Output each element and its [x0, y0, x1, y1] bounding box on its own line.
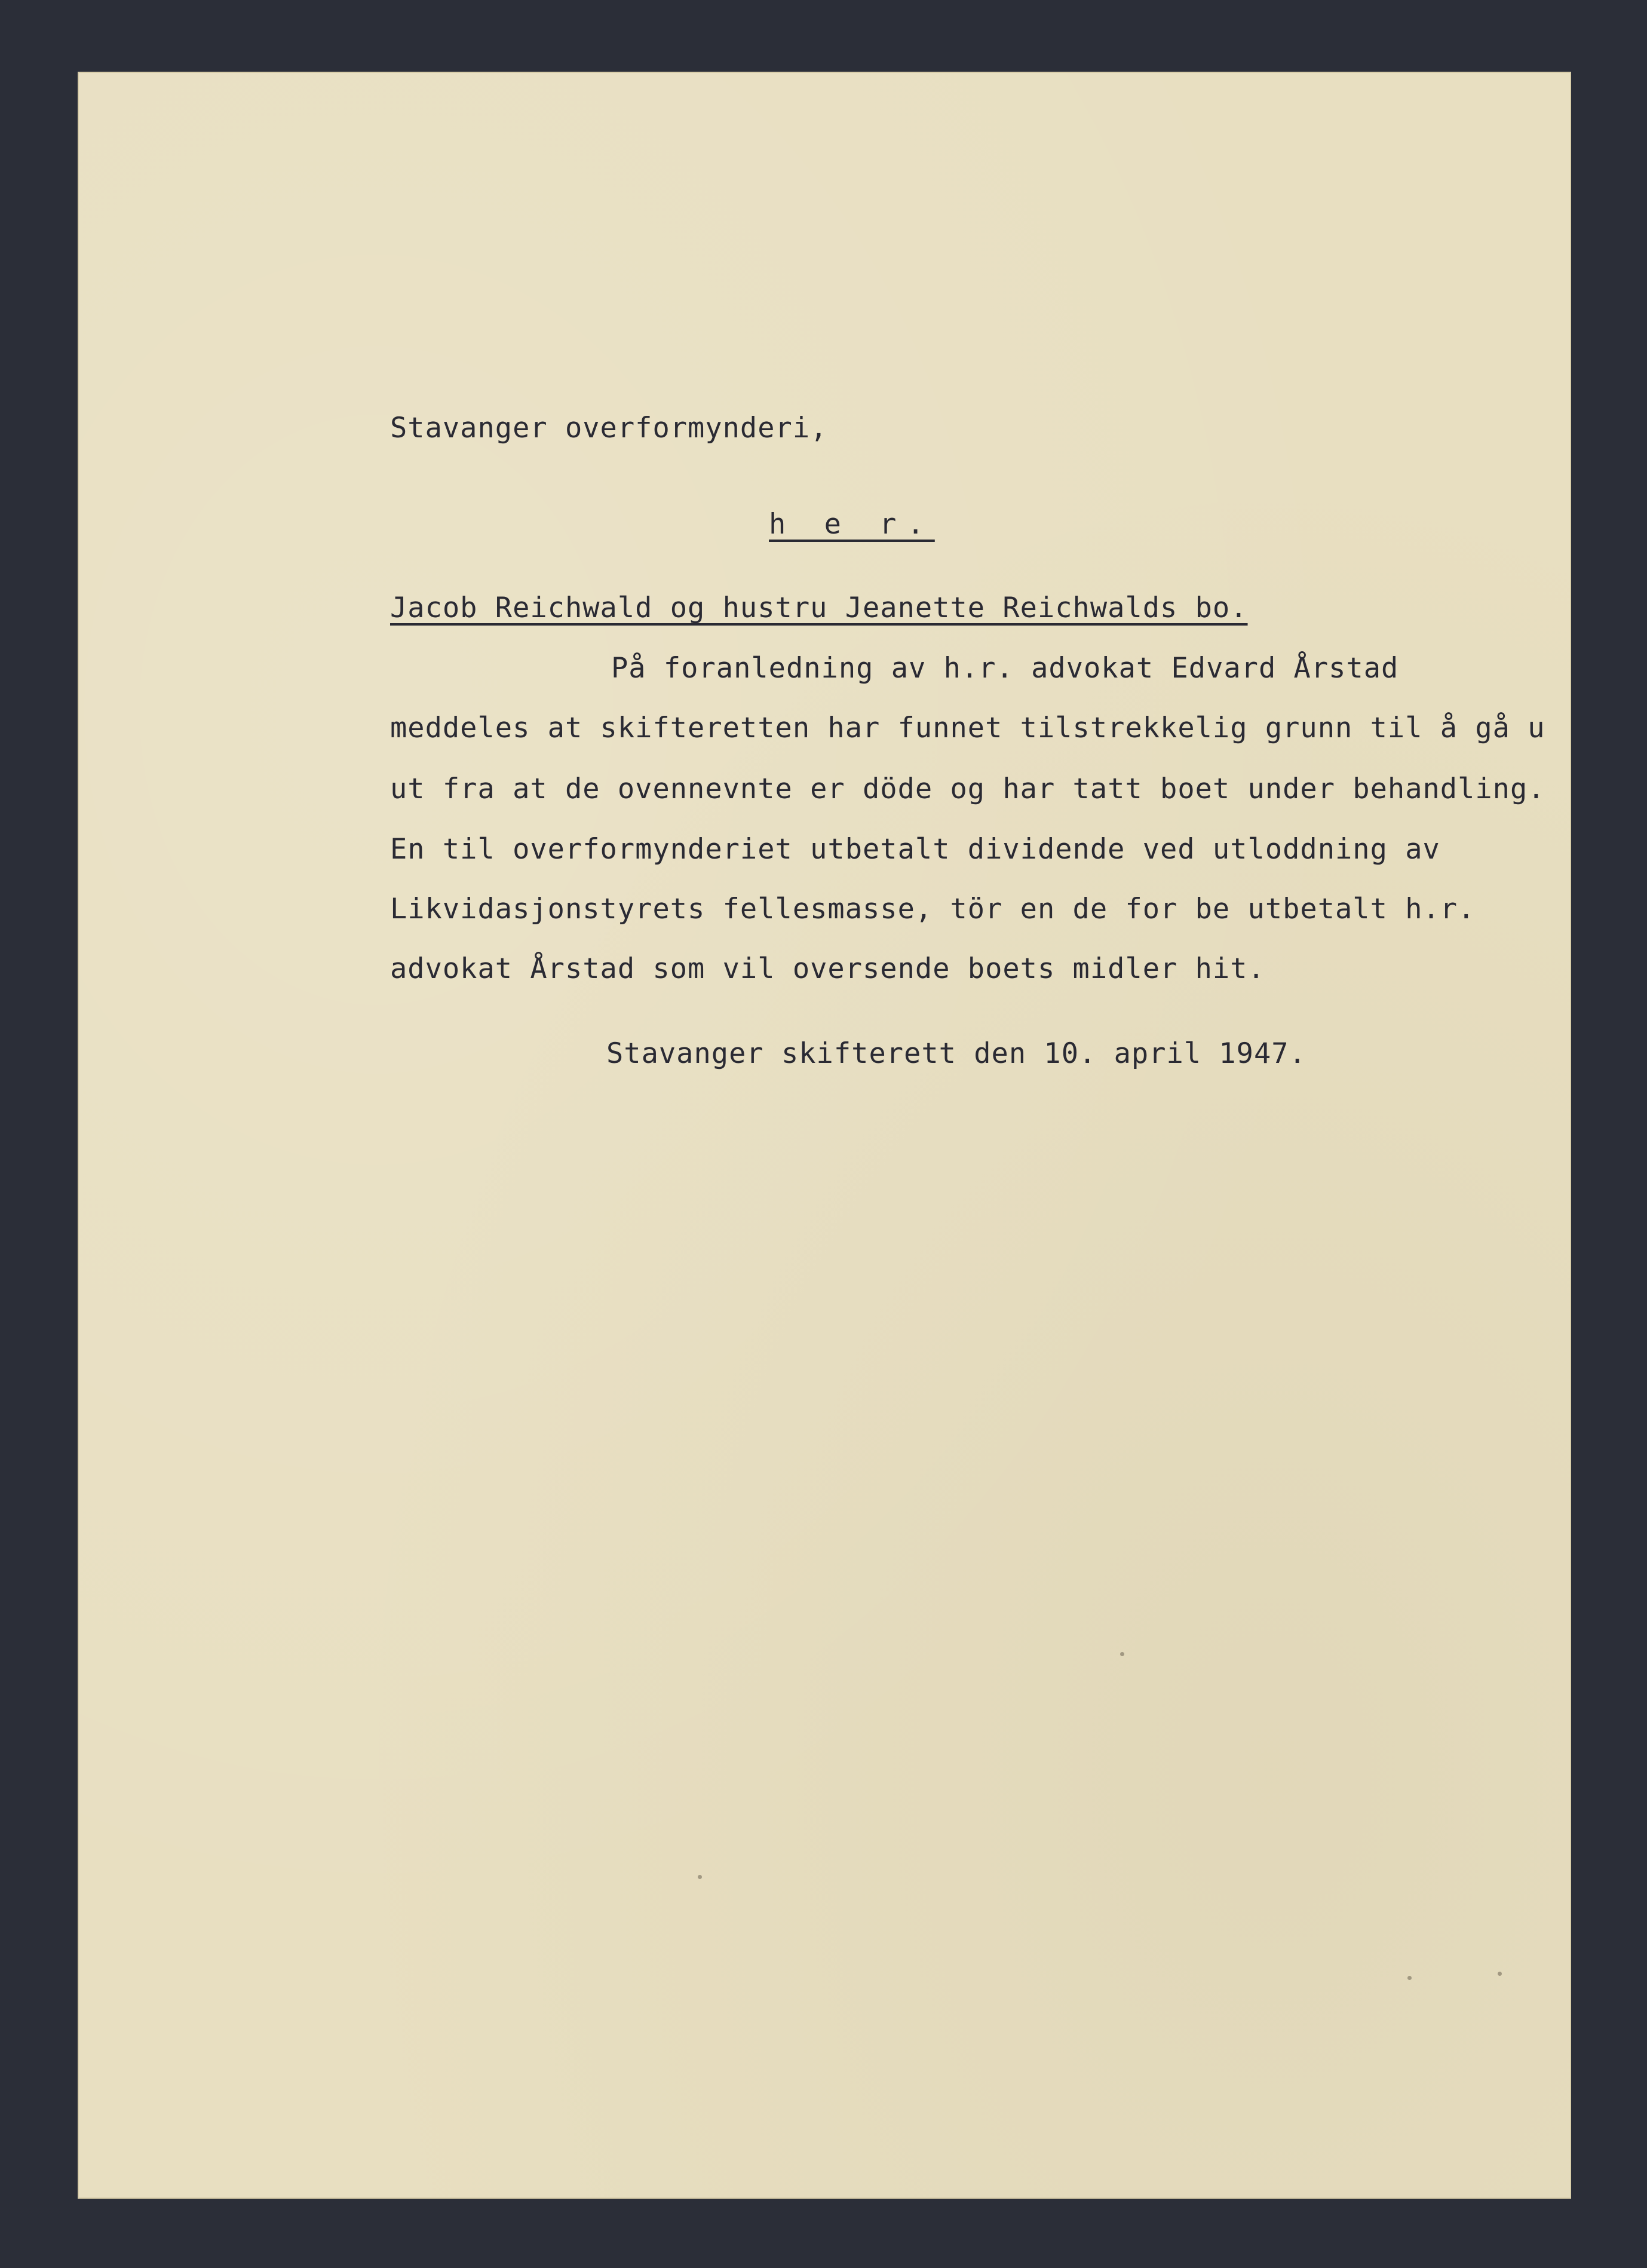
body-line-2: meddeles at skifteretten har funnet tilstrekkelig grunn til å gå u [390, 712, 1545, 744]
body-line-4: En til overformynderiet utbetalt dividende ved utloddning av [390, 833, 1440, 866]
body-line-5: Likvidasjonstyrets fellesmasse, tör en de for be utbetalt h.r. [390, 893, 1476, 925]
location-line: h e r. [769, 508, 935, 541]
body-line-6: advokat Årstad som vil oversende boets midler hit. [390, 952, 1265, 985]
paper-speck [698, 1875, 702, 1879]
paper-speck [1498, 1972, 1502, 1976]
paper-speck [1407, 1976, 1412, 1980]
subject-line: Jacob Reichwald og hustru Jeanette Reichwalds bo. [390, 591, 1248, 624]
recipient-line: Stavanger overformynderi, [390, 412, 828, 445]
document-page [78, 72, 1571, 2199]
body-line-1: På foranledning av h.r. advokat Edvard Årstad [611, 652, 1399, 685]
paper-speck [1120, 1652, 1124, 1656]
body-line-3: ut fra at de ovennevnte er döde og har tatt boet under behandling. [390, 773, 1545, 805]
closing-line: Stavanger skifterett den 10. april 1947. [606, 1037, 1306, 1070]
